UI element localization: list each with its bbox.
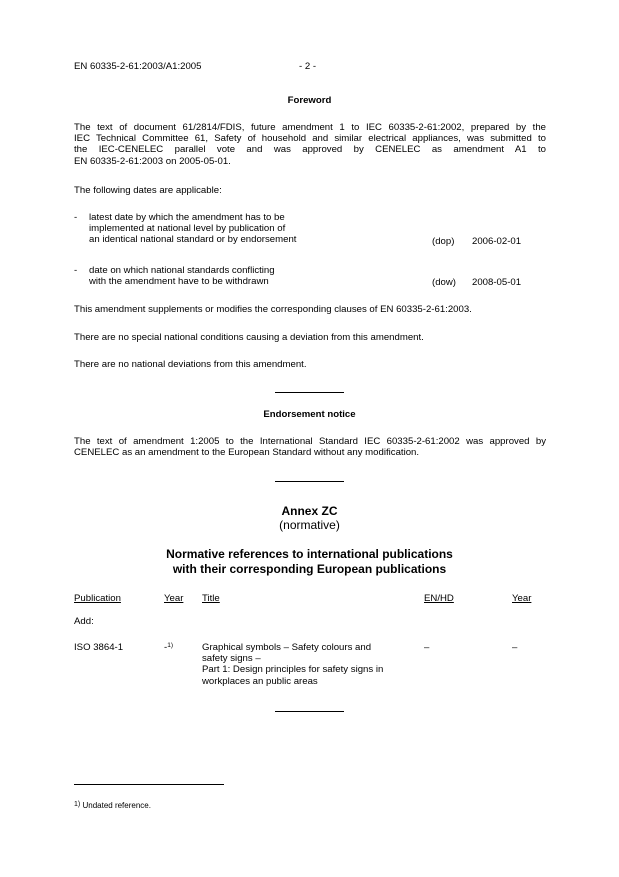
endorsement-text xyxy=(74,436,546,458)
endorsement-line: CENELEC as an amendment to the European Standard without any modification. xyxy=(74,447,420,459)
list-dash: - xyxy=(74,212,78,223)
dop-date: 2006-02-01 xyxy=(472,236,522,247)
list-dash: - xyxy=(74,265,78,276)
dow-date: 2008-05-01 xyxy=(472,277,522,288)
row-en-hd: – xyxy=(424,642,430,653)
footnote-ref: 1) xyxy=(167,642,173,649)
amendment-note: This amendment supplements or modifies the corresponding clauses of EN 60335-2-61:2003. xyxy=(74,304,472,315)
endorsement-title: Endorsement notice xyxy=(263,409,356,420)
row-publication: ISO 3864-1 xyxy=(74,642,124,653)
row-title-line: Graphical symbols – Safety colours and xyxy=(202,642,372,653)
section-divider xyxy=(275,481,344,482)
col-header-year: Year xyxy=(164,593,184,604)
special-conditions-note: There are no special national conditions causing a deviation from this amendment. xyxy=(74,332,424,343)
row-title-line: safety signs – xyxy=(202,653,261,665)
foreword-intro-line: EN 60335-2-61:2003 on 2005-05-01. xyxy=(74,155,231,167)
dop-code: (dop) xyxy=(432,236,455,247)
footnote-mark: 1) xyxy=(74,801,81,808)
date-item-dop xyxy=(89,212,296,246)
date-item-line: date on which national standards conflicting xyxy=(89,265,275,276)
col-header-title: Title xyxy=(202,593,220,604)
section-divider xyxy=(275,392,344,393)
footnote-separator xyxy=(74,784,224,785)
foreword-intro-line: The text of document 61/2814/FDIS, future amendment 1 to IEC 60335-2-61:2002, prepared by the xyxy=(74,122,546,133)
row-title xyxy=(202,642,383,687)
document-id: EN 60335-2-61:2003/A1:2005 xyxy=(74,61,202,72)
foreword-intro-line: the IEC-CENELEC parallel vote and was approved by CENELEC as amendment A1 to xyxy=(74,144,546,156)
section-divider xyxy=(275,711,344,712)
col-header-publication: Publication xyxy=(74,593,121,604)
annex-subtitle: (normative) xyxy=(279,518,340,532)
footnote xyxy=(74,801,151,810)
row-en-year: – xyxy=(512,642,518,653)
annex-heading-line: with their corresponding European publications xyxy=(172,562,447,576)
add-label: Add: xyxy=(74,616,94,627)
annex-heading-line: Normative references to international publications xyxy=(166,547,453,561)
date-item-line: with the amendment have to be withdrawn xyxy=(89,276,269,288)
date-item-dow xyxy=(89,265,275,287)
row-year-value: - xyxy=(164,642,168,653)
footnote-text: Undated reference. xyxy=(82,801,151,810)
dates-intro: The following dates are applicable: xyxy=(74,185,222,196)
row-year xyxy=(164,642,173,653)
col-header-en-year: Year xyxy=(512,593,532,604)
foreword-intro-line: IEC Technical Committee 61, Safety of household and similar electrical appliances, was submitted to xyxy=(74,133,546,145)
date-item-line: an identical national standard or by endorsement xyxy=(89,234,297,246)
annex-title: Annex ZC xyxy=(281,504,338,518)
col-header-en-hd: EN/HD xyxy=(424,593,454,604)
foreword-intro xyxy=(74,122,546,167)
foreword-title: Foreword xyxy=(287,95,332,106)
endorsement-line: The text of amendment 1:2005 to the International Standard IEC 60335-2-61:2002 was approved by xyxy=(74,436,546,447)
national-deviations-note: There are no national deviations from this amendment. xyxy=(74,359,307,370)
date-item-line: implemented at national level by publication of xyxy=(89,223,286,235)
dow-code: (dow) xyxy=(432,277,456,288)
page-number: - 2 - xyxy=(299,61,317,72)
row-title-line: Part 1: Design principles for safety signs in xyxy=(202,664,384,676)
row-title-line: workplaces an public areas xyxy=(202,675,318,687)
date-item-line: latest date by which the amendment has to be xyxy=(89,212,285,223)
